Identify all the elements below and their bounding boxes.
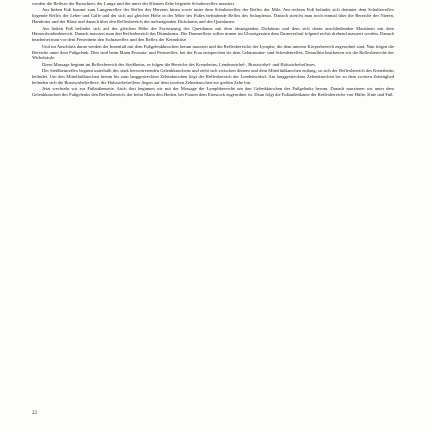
paragraph-4: Und im Anschluss daran werden der Innenfuß mit dem Fußgelenkknochen herum massiert und die Reflexbereiche der Lymphe, die dem unteren Körperbereich zugeordnet sind. Nun folgen die Bereiche unter dem Fußgelenk. Dies sind beim Mann Prostata- und Penisreflex, bei der Frau entsprechen sie dem Gebärmutter- und Scheidenreflex. Daraufhin bearbeiten wir die Reflexbereiche der Wirbelsäule.	[32, 43, 394, 61]
paragraph-1: werden die Reflexe der Bronchien, der Lunge und der unter der Kleinen Zehe liegende Schulterreflex massiert.	[32, 1, 236, 6]
page-number: 22	[32, 411, 37, 416]
paragraph-3: Am linken Fuß befindet sich auf der gleichen Höhe die Fortsetzung des Querdarms mit dem absteigenden Dickdarm und dem sich daran anschließenden Mastdarm mit dem Hämorrhoidenbereich. Danach massiert man den Reflexbereich des Dünndarms. Die Darmreflexe sollen immer im Uhrzeigersinn dem Darmverlauf folgend rechts drehend massiert werden. Danach bearbeitet man vor dem Fersenbein den Ischiasreflex und den Reflex der Keimdrüse.	[32, 25, 394, 43]
paragraph-5: Diese Massage beginnt im Reflexbereich des Steißbeins, es folgen die Bereiche des Kreuzbeins, Lendenwirbel-, Brustwirbel- und Halswirbelreflexes.	[42, 61, 317, 67]
paragraph-7: Jetzt wechseln wir zur Fußaußenseite. Auch dort beginnen wir mit der Massage der Lymphbereiche um den Gelenkknochen des Fußgelenks herum. Danach massieren wir unter dem Gelenkknochen des Fußgelenks den Reflexbereich, der beim Mann den Hoden, bei Frauen dem Eierstock zugeordnet ist. Dann folgt die Fußaußenkante der Reflexbereiche von Hüfte, Knie und Fuß.	[32, 86, 394, 98]
paragraph-6: Der Steißbeinreflex beginnt unterhalb des stark hervortretenden Gelenkknochens und zieht sich zwischen diesem und dem Mittelfußknochen entlang, so sich der Reflexbereich des Kreuzbeins befindet. Um den Mittelfußknochen herum bis zum langgestreckten Zehenknochen liegt der Reflexbereich der Lendenwirbel. Am langgestreckten Zehenknochen bis zu dem zweiten Zehenglied befinden sich die Brustwirbelreflexe, die Halswirbelreflexe liegen auf dem zweiten Zehenknochen zur großen Zehe hin.	[32, 68, 394, 85]
text-column	[32, 1, 394, 98]
paragraph-2: Am linken Fuß kommt zum Lungenreflex der Reflex des Herzens hinzu sowie unter dem Schulterreflex der Reflex der Milz. Am rechten Fuß befindet sich darunter dem Schulterreflex liegende Reflex der Leber und Galle und der sich auf gleicher Höhe in der Mitte des Fußes befindende Reflex des Solarplexus. Danach streicht man noch einmal über die Bereiche der Nieren, Harnleiter und der Blase und danach über den Reflexbereich des aufsteigenden Dickdarms und des Querdarms.	[32, 7, 394, 25]
